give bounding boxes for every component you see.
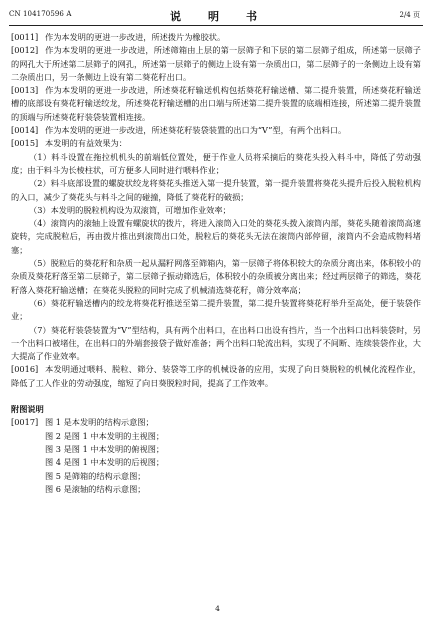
paragraph-number: [0015] bbox=[11, 138, 39, 149]
paragraph-text: 作为本发明的更进一步改进，所述葵花籽装袋装置的出口为“V”型，有两个出料口。 bbox=[45, 125, 347, 136]
benefit-item-2: （2）料斗底部设置的螺旋状绞龙将葵花头推送入第一提升装置，第一提升装置将葵花头提升后投入脱粒机构的入口，减少了葵花头与料斗之间的碰撞，降低了葵花籽的破损； bbox=[11, 178, 421, 202]
paragraph-0012 bbox=[11, 44, 421, 84]
benefit-item-6: （6）葵花籽输送槽内的绞龙将葵花籽推送至第二提升装置，第二提升装置将葵花籽举升至高处，便于装袋作业； bbox=[11, 297, 421, 322]
figure-item-6: 图 6 是滚轴的结构示意图； bbox=[45, 483, 146, 494]
paragraph-0011 bbox=[11, 31, 421, 44]
paragraph-0015 bbox=[11, 137, 421, 150]
figure-item-2: 图 2 是图 1 中本发明的主视图； bbox=[45, 430, 165, 441]
paragraph-number: [0017] bbox=[11, 417, 39, 428]
page-indicator: 2/4 页 bbox=[399, 11, 420, 19]
paragraph-text: 作为本发明的更进一步改进，所述筛箱由上层的第一层筛子和下层的第二层筛子组成，所述第一层筛子的网孔大于所述第二层筛子的网孔，所述第一层筛子的侧边上设有第一杂质出口，第二层筛子的一条侧边上设有第二杂质出口，另一条侧边上设有第二葵花籽出口。 bbox=[11, 45, 421, 82]
header-rule bbox=[9, 25, 423, 26]
document-id: CN 104170596 A bbox=[9, 10, 72, 18]
paragraph-number: [0014] bbox=[11, 125, 39, 136]
paragraph-0014 bbox=[11, 124, 421, 137]
figure-item-1 bbox=[11, 416, 421, 429]
figure-item-4: 图 4 是图 1 中本发明的后视图； bbox=[45, 457, 165, 468]
benefit-item-3: （3）本发明的脱粒机构设为双滚筒，可增加作业效率； bbox=[29, 204, 231, 215]
paragraph-number: [0016] bbox=[11, 364, 39, 375]
page-number: 4 bbox=[215, 604, 220, 613]
figure-caption: 图 1 是本发明的结构示意图； bbox=[45, 417, 154, 428]
paragraph-text: 本发明的有益效果为： bbox=[45, 138, 127, 149]
figures-section-title: 附图说明 bbox=[11, 404, 44, 415]
benefit-item-5: （5）脱粒后的葵花籽和杂质一起从漏籽网落至筛箱内，第一层筛子将体积较大的杂质分离出来，体积较小的杂质及葵花籽落至第二层筛子，第二层筛子振动筛选后，体积较小的杂质被分离出来；经过两层筛子的筛选，葵花籽落入葵花籽输送槽；在葵花头脱粒的同时完成了机械清选葵花籽，筛分效率高； bbox=[11, 258, 421, 295]
paragraph-text: 本发明通过喂料、脱粒、筛分、装袋等工序的机械设备的应用，实现了向日葵脱粒的机械化流程作业，降低了工人作业的劳动强度，缩短了向日葵脱粒时间，提高了工作效率。 bbox=[11, 364, 421, 388]
figure-item-3: 图 3 是图 1 中本发明的俯视图； bbox=[45, 443, 165, 454]
paragraph-number: [0012] bbox=[11, 45, 39, 56]
document-body bbox=[11, 31, 421, 496]
figure-item-5: 图 5 是筛箱的结构示意图； bbox=[45, 470, 146, 481]
benefit-item-4: （4）滚筒内的滚轴上设置有螺旋状的拨片，将进入滚筒入口处的葵花头拨入滚筒内部，葵花头随着滚筒高速旋转，完成脱粒后，再由拨片推出到滚筒出口处，脱粒后的葵花头无法在滚筒内部停留，滚筒内不会造成物料堵塞； bbox=[11, 218, 421, 255]
paragraph-text: 作为本发明的更进一步改进，所述葵花籽输送机构包括葵花籽输送槽、第二提升装置，所述葵花籽输送槽的底部设有葵花籽输送绞龙，所述葵花籽输送槽的出口端与所述第二提升装置的底端相连接，所述第二提升装置的顶端与所述葵花籽装袋装置相连接。 bbox=[11, 85, 421, 122]
paragraph-text: 作为本发明的更进一步改进，所述拨片为橡胶状。 bbox=[45, 32, 226, 42]
benefit-item-7: （7）葵花籽装袋装置为“V”型结构，具有两个出料口，在出料口出设有挡片，当一个出料口出料装袋时，另一个出料口被堵住，在出料口的外端套接袋子做好准备；两个出料口轮流出料，实现了不间断、连续装袋作业，大大提高了作业效率。 bbox=[11, 324, 421, 362]
paragraph-0013 bbox=[11, 84, 421, 124]
paragraph-0016 bbox=[11, 363, 421, 390]
section-spacer bbox=[11, 390, 421, 403]
paragraph-number: [0011] bbox=[11, 32, 39, 42]
benefit-item-1: （1）料斗设置在拖拉机机头的前端低位置处，便于作业人员将采摘后的葵花头投入料斗中，降低了劳动强度；由于料斗为长棱柱状，可方便多人同时进行喂料作业； bbox=[11, 151, 421, 175]
page-header bbox=[0, 8, 435, 24]
paragraph-number: [0013] bbox=[11, 85, 39, 96]
document-title: 说 明 书 bbox=[170, 10, 265, 23]
